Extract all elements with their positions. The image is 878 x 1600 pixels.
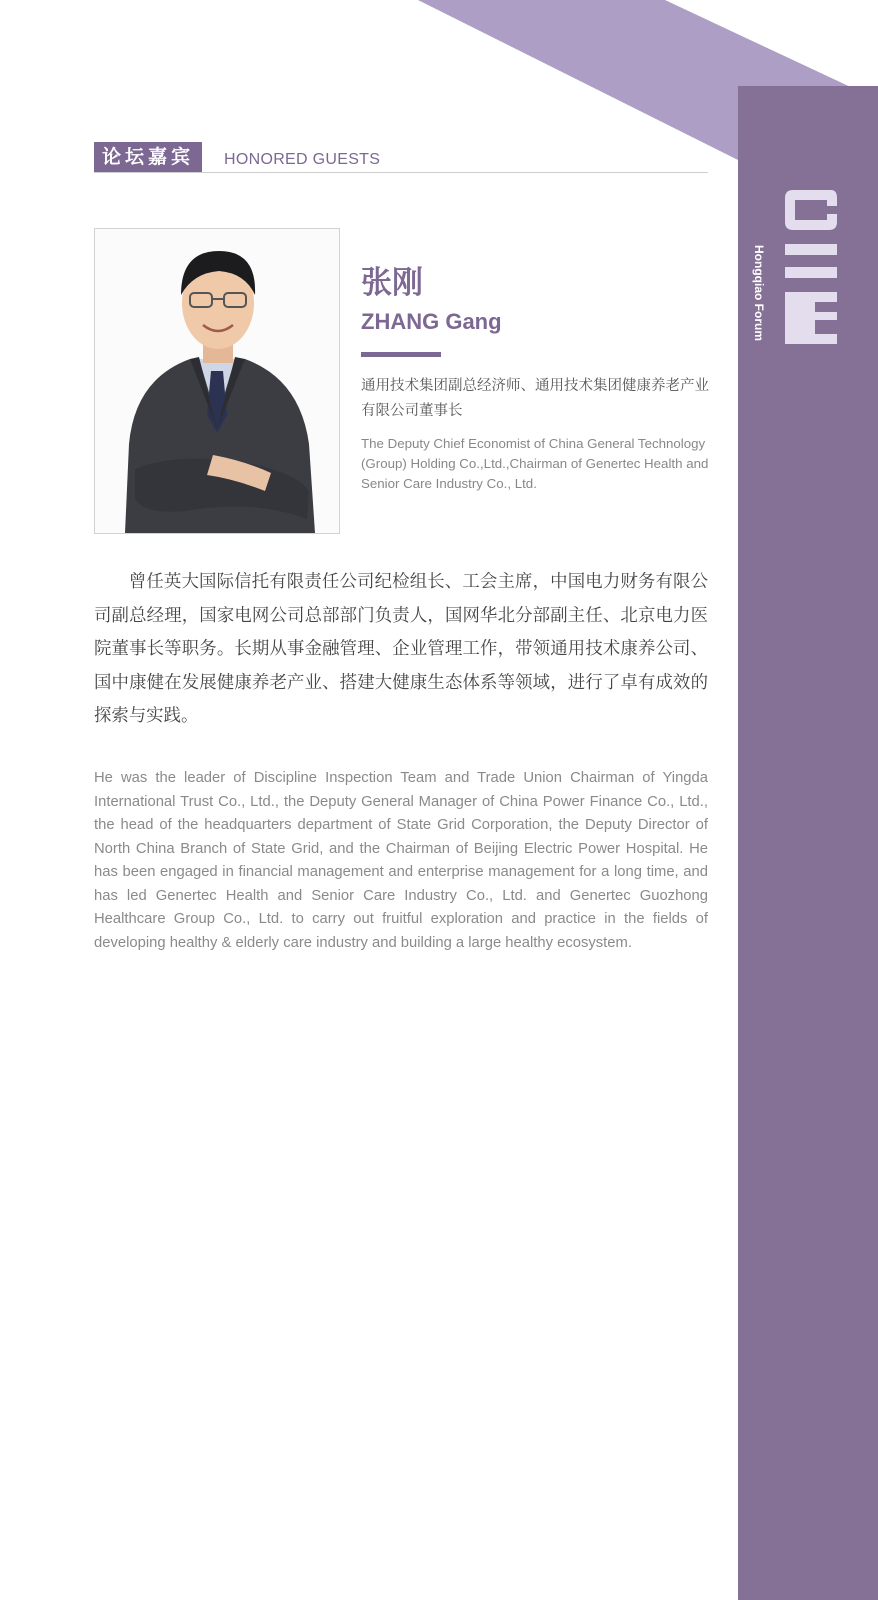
- guest-title-en: The Deputy Chief Economist of China General Technology (Group) Holding Co.,Ltd.,Chairman of Genertec Health and Senior Care Industry Co., Ltd.: [361, 436, 709, 491]
- guest-portrait: [94, 228, 340, 534]
- name-underline: [361, 352, 441, 357]
- guest-name-en: ZHANG Gang: [361, 309, 502, 334]
- section-title-cn: 论坛嘉宾: [94, 142, 202, 172]
- section-header: [94, 142, 708, 174]
- forum-caption: Hongqiao Forum: [752, 245, 766, 341]
- guest-title-cn: 通用技术集团副总经济师、通用技术集团健康养老产业有限公司董事长: [361, 378, 709, 419]
- guest-bio-cn: 曾任英大国际信托有限责任公司纪检组长、工会主席，中国电力财务有限公司副总经理，国家电网公司总部部门负责人，国网华北分部副主任、北京电力医院董事长等职务。长期从事金融管理、企业管理工作，带领通用技术康养公司、国中康健在发展健康养老产业、搭建大健康生态体系等领域，进行了卓有成效的探索与实践。: [94, 572, 708, 726]
- section-title-en: HONORED GUESTS: [224, 151, 381, 168]
- guest-bio-en: He was the leader of Discipline Inspection Team and Trade Union Chairman of Yingda International Trust Co., Ltd., the Deputy General Manager of China Power Finance Co., Ltd., the head of the headquarters department of State Grid Corporation, the Deputy Director of North China Branch of State Grid, and the Chairman of Beijing Electric Power Hospital. He has been engaged in financial management and enterprise management for a long time, and has led Genertec Health and Senior Care Industry Co., Ltd. and Genertec Guozhong Healthcare Group Co., Ltd. to carry out fruitful exploration and practice in the fields of developing healthy & elderly care industry and building a large healthy ecosystem.: [94, 770, 708, 951]
- guest-name-cn: 张刚: [361, 265, 423, 301]
- section-divider: [94, 172, 708, 173]
- ciie-logo: [781, 188, 839, 346]
